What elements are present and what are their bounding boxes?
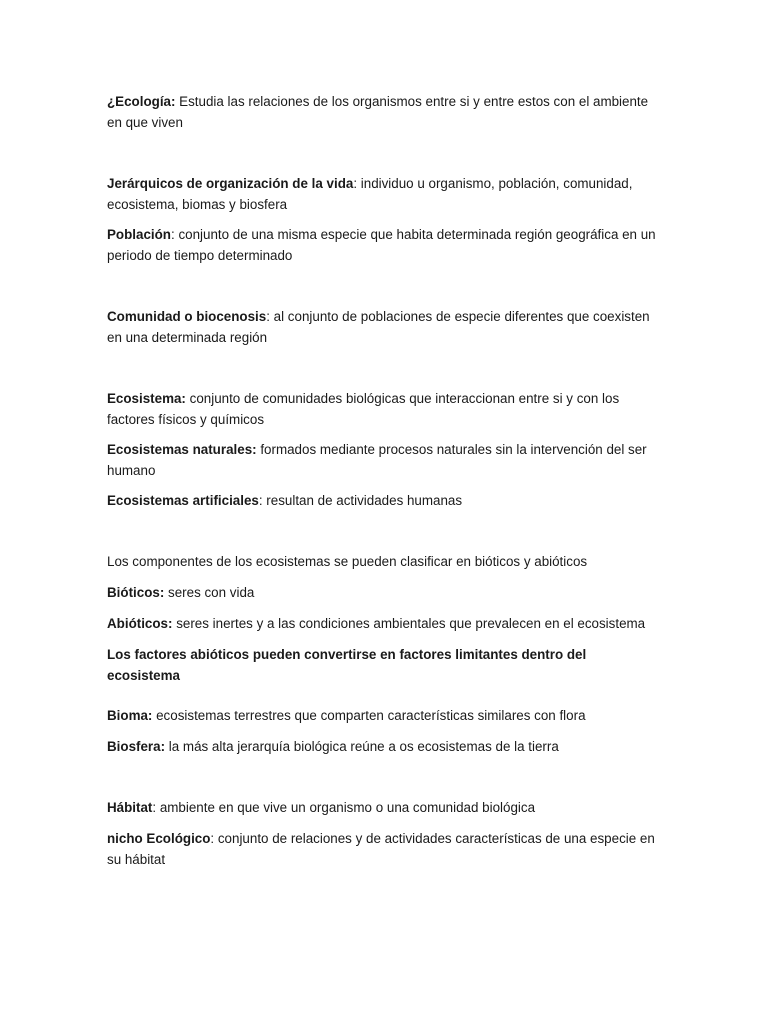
definition-text: seres con vida <box>164 585 255 600</box>
definition-text: : individuo u organismo, población, comunidad, ecosistema, biomas y biosfera <box>107 176 633 212</box>
paragraph-factores-limitantes <box>107 645 659 686</box>
term-label: Ecosistemas artificiales <box>107 493 259 508</box>
definition-text: formados mediante procesos naturales sin la intervención del ser humano <box>107 442 647 478</box>
paragraph-ecosistemas-artificiales <box>107 491 659 512</box>
paragraph-ecosistemas-naturales <box>107 440 659 481</box>
definition-text: conjunto de comunidades biológicas que interaccionan entre si y con los factores físicos y químicos <box>107 391 620 427</box>
paragraph-poblacion <box>107 225 659 266</box>
term-label: Ecosistema: <box>107 391 186 406</box>
term-label: Los factores abióticos pueden convertirse en factores limitantes dentro del ecosistema <box>107 647 587 683</box>
term-label: Jerárquicos de organización de la vida <box>107 176 354 191</box>
term-label: ¿Ecología: <box>107 94 176 109</box>
definition-text: : conjunto de relaciones y de actividades características de una especie en su hábitat <box>107 831 655 867</box>
definition-text: ecosistemas terrestres que comparten características similares con flora <box>152 708 586 723</box>
paragraph-comunidad <box>107 307 659 348</box>
definition-text: seres inertes y a las condiciones ambientales que prevalecen en el ecosistema <box>172 616 646 631</box>
paragraph-jerarquicos <box>107 174 659 215</box>
term-label: Biosfera: <box>107 739 166 754</box>
term-label: Hábitat <box>107 800 153 815</box>
definition-text: la más alta jerarquía biológica reúne a os ecosistemas de la tierra <box>165 739 559 754</box>
definition-text: Los componentes de los ecosistemas se pueden clasificar en bióticos y abióticos <box>107 554 588 569</box>
paragraph-abioticos <box>107 614 659 635</box>
paragraph-bioticos <box>107 583 659 604</box>
term-label: nicho Ecológico <box>107 831 211 846</box>
term-label: Bioma: <box>107 708 153 723</box>
term-label: Comunidad o biocenosis <box>107 309 267 324</box>
paragraph-bioma <box>107 706 659 727</box>
definition-text: : al conjunto de poblaciones de especie diferentes que coexisten en una determinada región <box>107 309 650 345</box>
definition-text: : ambiente en que vive un organismo o una comunidad biológica <box>152 800 536 815</box>
paragraph-componentes <box>107 552 659 573</box>
paragraph-habitat <box>107 798 659 819</box>
definition-text: : resultan de actividades humanas <box>258 493 463 508</box>
term-label: Abióticos: <box>107 616 173 631</box>
definition-text: Estudia las relaciones de los organismos entre si y entre estos con el ambiente en que viven <box>107 94 649 130</box>
paragraph-nicho-ecologico <box>107 829 659 870</box>
term-label: Bióticos: <box>107 585 165 600</box>
term-label: Ecosistemas naturales: <box>107 442 257 457</box>
paragraph-ecosistema <box>107 389 659 430</box>
paragraph-ecologia <box>107 92 659 133</box>
paragraph-biosfera <box>107 737 659 758</box>
definition-text: : conjunto de una misma especie que habita determinada región geográfica en un periodo de tiempo determinado <box>107 227 656 263</box>
term-label: Población <box>107 227 171 242</box>
